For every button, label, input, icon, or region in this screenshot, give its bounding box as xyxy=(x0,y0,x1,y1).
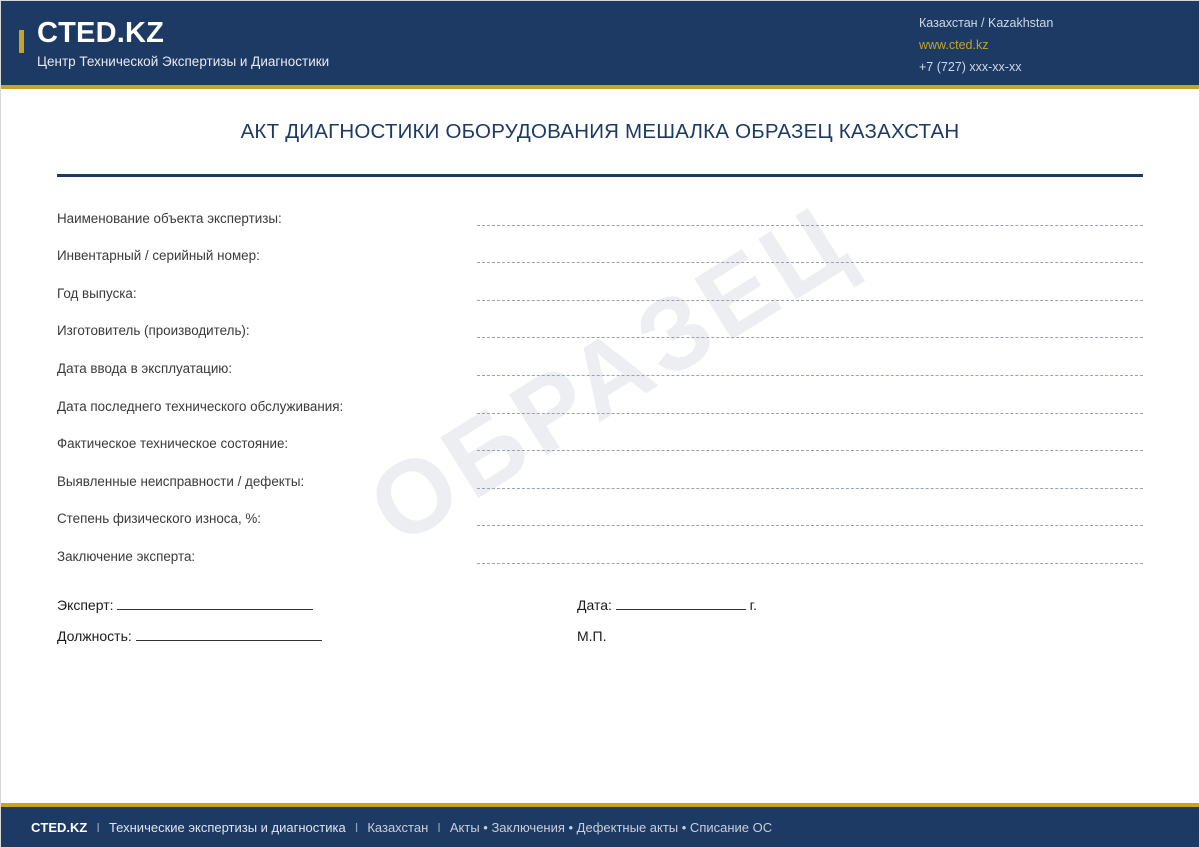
field-label: Дата ввода в эксплуатацию: xyxy=(57,360,233,376)
footer-country: Казахстан xyxy=(367,819,429,835)
signature-row-expert xyxy=(57,596,1143,613)
footer-separator: I xyxy=(437,819,441,835)
field-input-line[interactable] xyxy=(477,524,1143,526)
field-input-line[interactable] xyxy=(477,562,1143,564)
form-fields xyxy=(57,193,1143,569)
signature-row-position xyxy=(57,627,1143,644)
footer-services: Технические экспертизы и диагностика xyxy=(108,819,346,835)
expert-label: Эксперт: xyxy=(57,596,114,613)
brand-accent-bar xyxy=(19,30,24,53)
date-field xyxy=(577,596,757,613)
expert-signature-line[interactable] xyxy=(117,596,313,610)
brand xyxy=(1,16,329,71)
form-row xyxy=(57,231,1143,269)
field-label: Степень физического износа, %: xyxy=(57,511,262,527)
header-phone: +7 (727) xxx-xx-xx xyxy=(919,60,1022,74)
signature-block xyxy=(57,596,1143,644)
field-label: Дата последнего технического обслуживания: xyxy=(57,398,344,414)
field-input-line[interactable] xyxy=(477,487,1143,489)
brand-text xyxy=(37,16,329,71)
document-content xyxy=(1,120,1199,820)
date-suffix: г. xyxy=(749,596,757,613)
page-footer xyxy=(1,803,1199,847)
form-row xyxy=(57,306,1143,344)
field-label: Выявленные неисправности / дефекты: xyxy=(57,473,305,489)
title-divider xyxy=(57,174,1143,177)
form-row xyxy=(57,343,1143,381)
footer-separator: I xyxy=(96,819,100,835)
form-row xyxy=(57,531,1143,569)
form-row xyxy=(57,268,1143,306)
field-label: Инвентарный / серийный номер: xyxy=(57,248,260,264)
field-label: Заключение эксперта: xyxy=(57,548,196,564)
form-row xyxy=(57,419,1143,457)
field-label: Фактическое техническое состояние: xyxy=(57,436,289,452)
footer-brand: CTED.KZ xyxy=(31,819,88,835)
header-contacts xyxy=(919,8,1159,78)
field-input-line[interactable] xyxy=(477,374,1143,376)
page-title: АКТ ДИАГНОСТИКИ ОБОРУДОВАНИЯ МЕШАЛКА ОБРАЗЕЦ КАЗАХСТАН xyxy=(240,120,960,143)
form-row xyxy=(57,193,1143,231)
header-country: Казахстан / Kazakhstan xyxy=(919,16,1054,30)
field-input-line[interactable] xyxy=(477,449,1143,451)
brand-title: CTED.KZ xyxy=(37,16,165,49)
field-input-line[interactable] xyxy=(477,336,1143,338)
field-input-line[interactable] xyxy=(477,224,1143,226)
position-field xyxy=(57,627,577,644)
field-input-line[interactable] xyxy=(477,261,1143,263)
form-row xyxy=(57,381,1143,419)
watermark-sample: ОБРАЗЕЦ xyxy=(349,180,872,568)
position-label: Должность: xyxy=(57,627,132,644)
page-header xyxy=(1,1,1199,89)
form-row xyxy=(57,494,1143,532)
field-label: Наименование объекта экспертизы: xyxy=(57,210,282,226)
footer-services-list: Акты • Заключения • Дефектные акты • Списание ОС xyxy=(449,819,773,835)
field-input-line[interactable] xyxy=(477,412,1143,414)
field-label: Изготовитель (производитель): xyxy=(57,323,250,339)
form-row xyxy=(57,456,1143,494)
date-label: Дата: xyxy=(577,596,612,613)
position-input-line[interactable] xyxy=(136,627,322,641)
footer-separator: I xyxy=(354,819,359,835)
header-website-link[interactable]: www.cted.kz xyxy=(919,38,989,52)
field-label: Год выпуска: xyxy=(57,285,137,301)
expert-field xyxy=(57,596,577,613)
stamp-label: М.П. xyxy=(577,627,607,644)
brand-subtitle: Центр Технической Экспертизы и Диагностики xyxy=(37,53,330,69)
field-input-line[interactable] xyxy=(477,299,1143,301)
date-input-line[interactable] xyxy=(616,596,746,610)
